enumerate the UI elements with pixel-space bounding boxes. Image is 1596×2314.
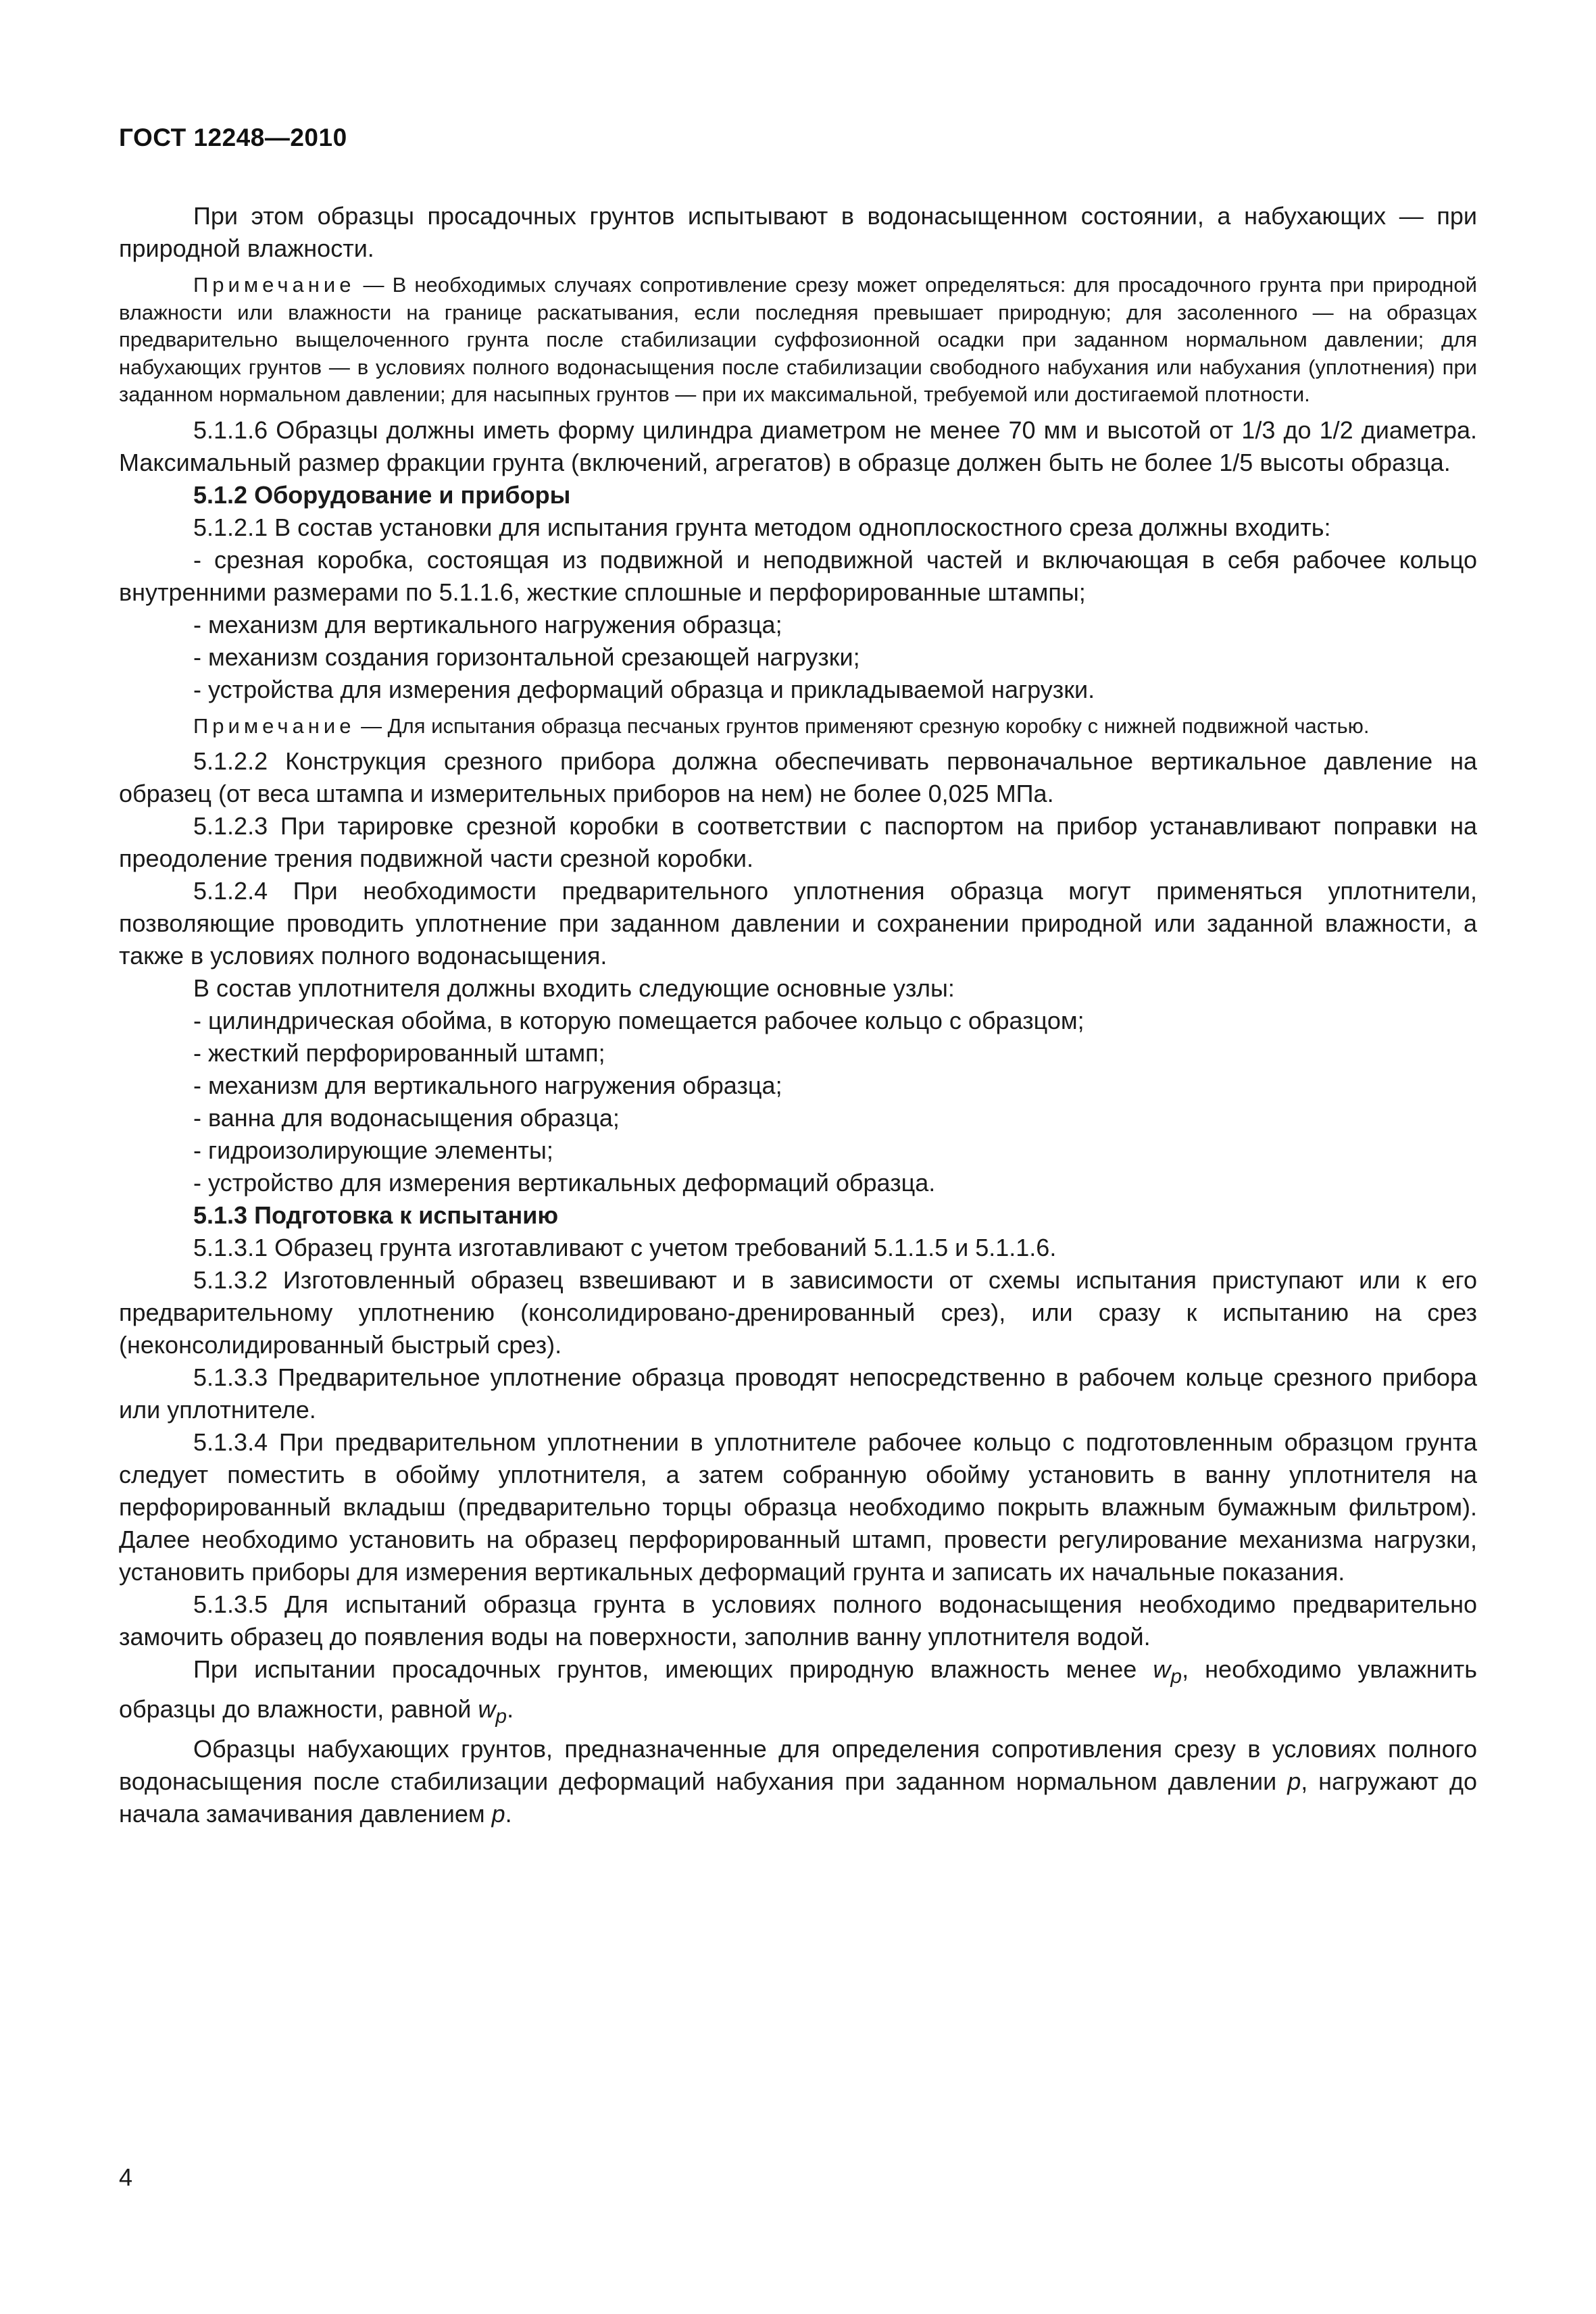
section-heading-5-1-2: 5.1.2 Оборудование и приборы (193, 480, 571, 509)
paragraph-compactor-nodes: В состав уплотнителя должны входить следующие основные узлы: (193, 974, 955, 1002)
paragraph-5-1-1-6: 5.1.1.6 Образцы должны иметь форму цилиндра диаметром не менее 70 мм и высотой от 1/3 до 1/2 диаметра. Максимальный размер фракции грунта (включений, агрегатов) в образце должен быть не более 1/5 высоты образца. (119, 416, 1477, 476)
text-run: , нагружают до начала замачивания давлением (119, 1767, 1477, 1828)
section-heading-5-1-3: 5.1.3 Подготовка к испытанию (193, 1201, 559, 1229)
paragraph-swelling-soils (119, 1733, 1477, 1830)
paragraph-5-1-2-4: 5.1.2.4 При необходимости предварительного уплотнения образца могут применяться уплотнители, позволяющие проводить уплотнение при заданном давлении и сохранении природной или заданной влажности, а также в условиях полного водонасыщения. (119, 877, 1477, 970)
note-1-label: Примечание (193, 273, 355, 297)
page-header-title: ГОСТ 12248—2010 (119, 124, 347, 151)
list-item: - механизм для вертикального нагружения образца; (193, 1072, 782, 1099)
list-item: - устройство для измерения вертикальных деформаций образца. (193, 1169, 936, 1197)
page-body (119, 200, 1477, 1830)
text-run: , необходимо увлажнить образцы до влажности, равной (119, 1655, 1477, 1724)
paragraph-5-1-3-3: 5.1.3.3 Предварительное уплотнение образца проводят непосредственно в рабочем кольце срезного прибора или уплотнителе. (119, 1363, 1477, 1424)
symbol-p: p (1287, 1767, 1301, 1796)
note-2-label: Примечание (193, 713, 355, 738)
list-item: - цилиндрическая обойма, в которую помещается рабочее кольцо с образцом; (193, 1007, 1084, 1034)
note-2 (119, 713, 1477, 740)
text-run: . (507, 1695, 514, 1724)
list-item: - гидроизолирующие элементы; (193, 1136, 553, 1164)
paragraph-5-1-3-5: 5.1.3.5 Для испытаний образца грунта в условиях полного водонасыщения необходимо предварительно замочить образец до появления воды на поверхности, заполнив ванну уплотнителя водой. (119, 1590, 1477, 1651)
list-item: - жесткий перфорированный штамп; (193, 1039, 605, 1067)
paragraph-5-1-3-1: 5.1.3.1 Образец грунта изготавливают с учетом требований 5.1.1.5 и 5.1.1.6. (193, 1234, 1057, 1261)
paragraph-intro: При этом образцы просадочных грунтов испытывают в водонасыщенном состоянии, а набухающих — при природной влажности. (119, 202, 1477, 262)
note-2-text: — Для испытания образца песчаных грунтов применяют срезную коробку с нижней подвижной частью. (361, 713, 1370, 738)
note-1-text: — В необходимых случаях сопротивление срезу может определяться: для просадочного грунта при природной влажности или влажности на границе раскатывания, если последняя превышает природную; для засоленного — на образцах предварительно выщелоченного грунта после стабилизации суффозионной осадки при заданном нормальном давлении; для набухающих грунтов — в условиях полного водонасыщения после стабилизации свободного набухания или набухания (уплотнения) при заданном нормальном давлении; для насыпных грунтов — при их максимальной, требуемой или достигаемой плотности. (119, 273, 1477, 406)
list-item: - устройства для измерения деформаций образца и прикладываемой нагрузки. (193, 675, 1095, 703)
list-item: - механизм для вертикального нагружения образца; (193, 610, 782, 638)
text-run: . (505, 1800, 512, 1828)
symbol-subscript-p: p (1170, 1665, 1182, 1688)
symbol-w: w (1153, 1655, 1171, 1683)
list-item: - механизм создания горизонтальной срезающей нагрузки; (193, 643, 860, 671)
symbol-w: w (478, 1695, 496, 1724)
page-number: 4 (119, 2163, 133, 2191)
text-run: Образцы набухающих грунтов, предназначенные для определения сопротивления срезу в условиях полного водонасыщения после стабилизации деформаций набухания при заданном нормальном давлении (119, 1735, 1477, 1796)
paragraph-5-1-2-2: 5.1.2.2 Конструкция срезного прибора должна обеспечивать первоначальное вертикальное давление на образец (от веса штампа и измерительных приборов на нем) не более 0,025 МПа. (119, 747, 1477, 807)
paragraph-5-1-2-1: 5.1.2.1 В состав установки для испытания грунта методом одноплоскостного среза должны входить: (193, 513, 1331, 541)
paragraph-moisture-wp (119, 1653, 1477, 1733)
paragraph-5-1-3-4: 5.1.3.4 При предварительном уплотнении в уплотнителе рабочее кольцо с подготовленным образцом грунта следует поместить в обойму уплотнителя, а затем собранную обойму установить в ванну уплотнителя на перфорированный вкладыш (предварительно торцы образца необходимо покрыть влажным бумажным фильтром). Далее необходимо установить на образец перфорированный штамп, провести регулирование механизма нагрузки, установить приборы для измерения вертикальных деформаций грунта и записать их начальные показания. (119, 1428, 1477, 1586)
note-1 (119, 272, 1477, 409)
symbol-subscript-p: p (495, 1705, 507, 1728)
symbol-p: p (491, 1800, 505, 1828)
paragraph-5-1-3-2: 5.1.3.2 Изготовленный образец взвешивают и в зависимости от схемы испытания приступают или к его предварительному уплотнению (консолидировано-дренированный срез), или сразу к испытанию на срез (неконсолидированный быстрый срез). (119, 1266, 1477, 1359)
list-item: - ванна для водонасыщения образца; (193, 1104, 620, 1132)
paragraph-5-1-2-3: 5.1.2.3 При тарировке срезной коробки в соответствии с паспортом на прибор устанавливают поправки на преодоление трения подвижной части срезной коробки. (119, 812, 1477, 872)
text-run: При испытании просадочных грунтов, имеющих природную влажность менее (193, 1655, 1153, 1683)
list-item: - срезная коробка, состоящая из подвижной и неподвижной частей и включающая в себя рабочее кольцо внутренними размерами по 5.1.1.6, жесткие сплошные и перфорированные штампы; (119, 545, 1477, 606)
